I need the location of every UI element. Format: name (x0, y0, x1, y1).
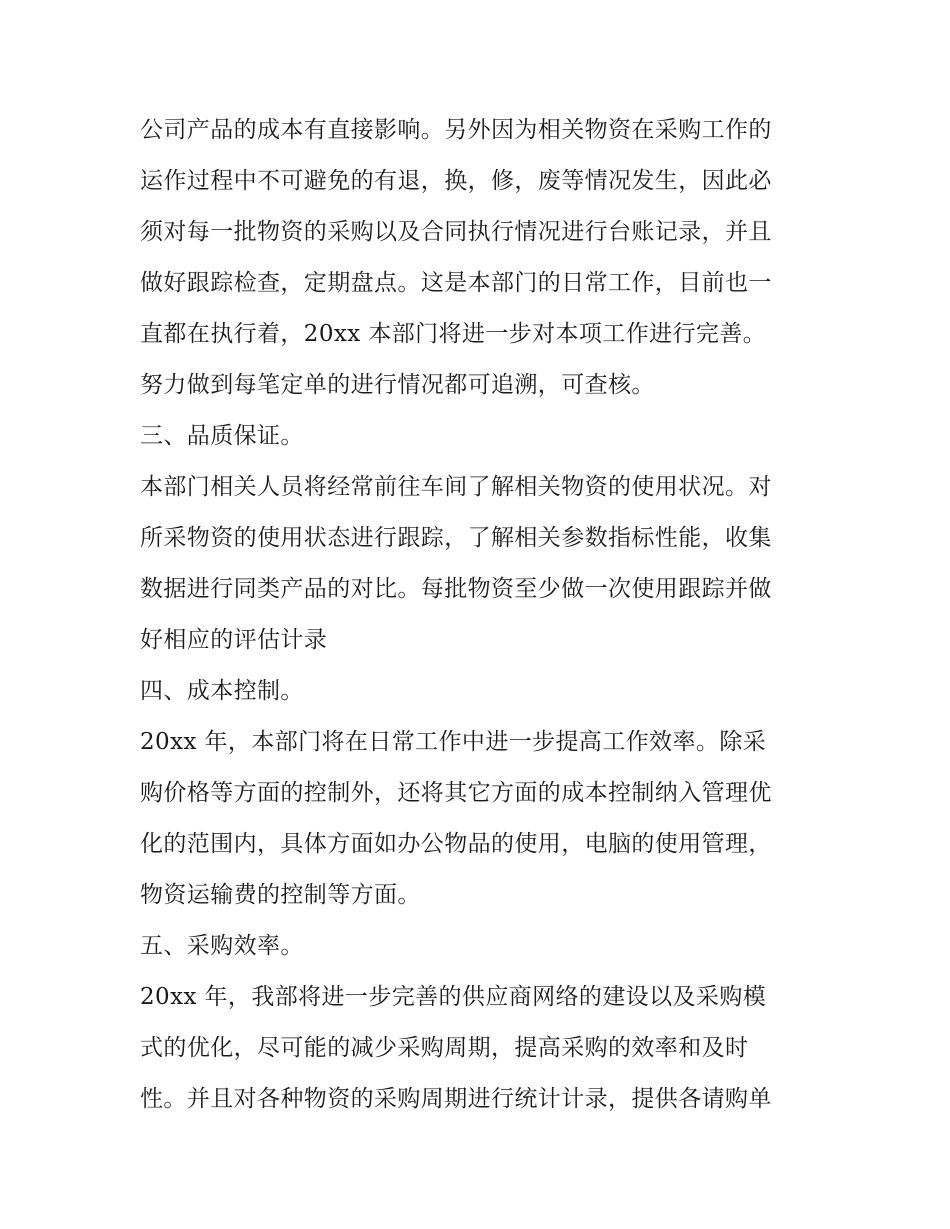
document-body (140, 105, 820, 1125)
text-line: 好相应的评估计录 (140, 627, 328, 653)
text-line: 公司产品的成本有直接影响。另外因为相关物资在采购工作的 (140, 117, 772, 143)
text-line: 性。并且对各种物资的采购周期进行统计计录，提供各请购单 (140, 1086, 772, 1112)
text-line: 式的优化，尽可能的减少采购周期，提高采购的效率和及时 (140, 1035, 749, 1061)
text-line: 须对每一批物资的采购以及合同执行情况进行台账记录，并且 (140, 219, 772, 245)
text-line: 化的范围内，具体方面如办公物品的使用，电脑的使用管理， (140, 831, 772, 857)
text-line: 本部门相关人员将经常前往车间了解相关物资的使用状况。对 (140, 474, 772, 500)
section-heading-efficiency: 五、采购效率。 (140, 933, 304, 959)
section-heading-cost: 四、成本控制。 (140, 678, 304, 704)
text-line: 物资运输费的控制等方面。 (140, 882, 421, 908)
text-line: 所采物资的使用状态进行跟踪，了解相关参数指标性能，收集 (140, 525, 772, 551)
section-heading-quality: 三、品质保证。 (140, 423, 304, 449)
text-line: 购价格等方面的控制外，还将其它方面的成本控制纳入管理优 (140, 780, 772, 806)
text-line: 努力做到每笔定单的进行情况都可追溯，可查核。 (140, 372, 655, 398)
text-line: 数据进行同类产品的对比。每批物资至少做一次使用跟踪并做 (140, 576, 772, 602)
text-line: 直都在执行着，20xx 本部门将进一步对本项工作进行完善。 (140, 321, 767, 347)
text-line: 20xx 年，我部将进一步完善的供应商网络的建设以及采购模 (140, 984, 767, 1010)
text-line: 运作过程中不可避免的有退，换，修，废等情况发生，因此必 (140, 168, 772, 194)
text-line: 20xx 年，本部门将在日常工作中进一步提高工作效率。除采 (140, 729, 767, 755)
text-line: 做好跟踪检查，定期盘点。这是本部门的日常工作，目前也一 (140, 270, 772, 296)
